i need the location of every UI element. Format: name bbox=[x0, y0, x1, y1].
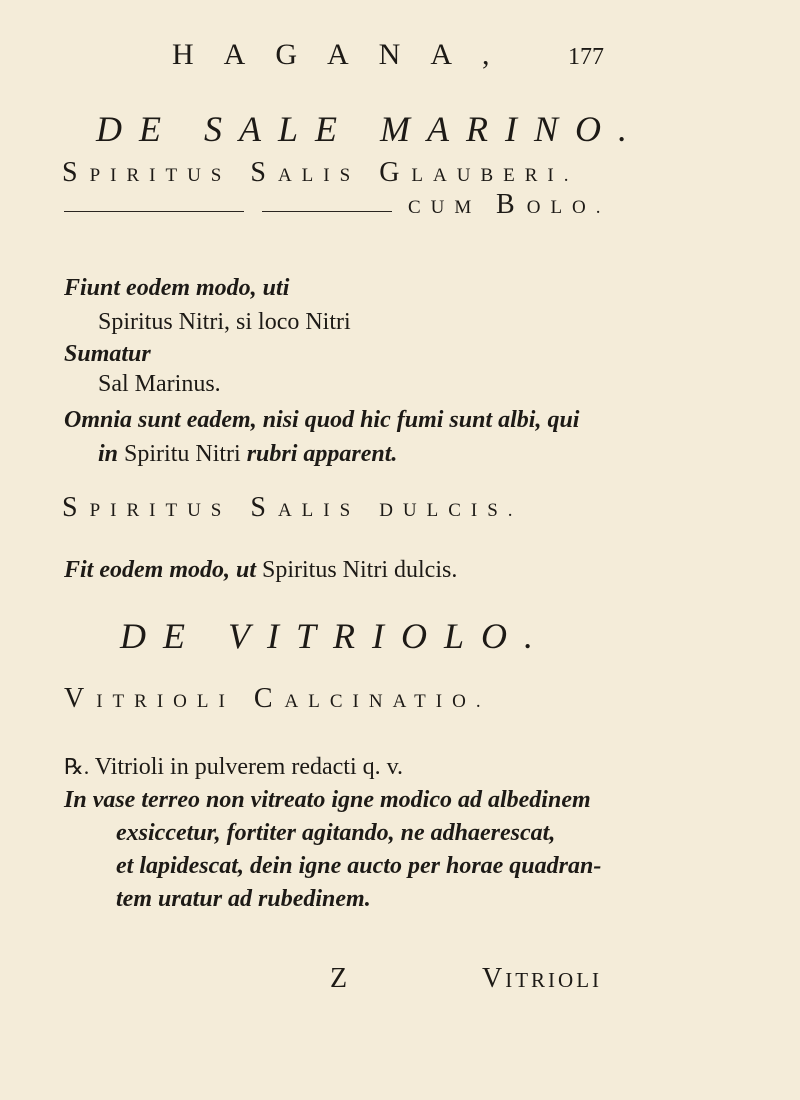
recipe-paragraph bbox=[64, 750, 744, 916]
heading-smallcaps: LAUBERI. bbox=[411, 165, 579, 186]
heading-spiritus-salis-glauberi bbox=[62, 157, 579, 189]
text-italic: in bbox=[98, 441, 119, 467]
text-line: Fiunt eodem modo, uti bbox=[64, 275, 290, 301]
heading-smallcaps: PIRITUS bbox=[89, 165, 232, 186]
text-line: Spiritus Nitri, si loco Nitri bbox=[98, 309, 351, 335]
text-roman: Spiritus Nitri dulcis. bbox=[256, 557, 458, 583]
text-italic: Fit eodem modo, ut bbox=[64, 557, 256, 583]
heading-spiritus-salis-dulcis bbox=[62, 492, 523, 524]
recipe-first-line bbox=[64, 750, 744, 784]
signature-mark: Z bbox=[330, 963, 348, 994]
subheading-word: CUM bbox=[408, 197, 482, 218]
running-head: HAGANA, bbox=[172, 38, 520, 71]
page-number: 177 bbox=[568, 44, 604, 70]
heading-smallcaps: PIRITUS bbox=[89, 500, 232, 521]
heading-cap: C bbox=[253, 683, 285, 714]
text-line: Omnia sunt eadem, nisi quod hic fumi sunt albi, qui bbox=[64, 407, 580, 433]
heading-cap: V bbox=[64, 683, 97, 714]
catchword bbox=[482, 963, 602, 995]
recipe-symbol: ℞. bbox=[64, 754, 90, 779]
section-title-vitriolo: DE VITRIOLO. bbox=[120, 616, 550, 656]
text-line: tem uratur ad rubedinem. bbox=[116, 886, 371, 912]
text-line bbox=[98, 441, 397, 468]
subheading-cap: B bbox=[496, 189, 527, 220]
text-line: exsiccetur, fortiter agitando, ne adhaerescat, bbox=[116, 820, 556, 846]
subheading-cum-bolo bbox=[408, 189, 611, 221]
heading-cap: S bbox=[250, 492, 278, 523]
heading-cap: S bbox=[250, 157, 278, 188]
heading-vitrioli-calcinatio bbox=[64, 683, 491, 715]
text-line: Sumatur bbox=[64, 341, 151, 367]
catchword-smallcaps: ITRIOLI bbox=[505, 968, 603, 992]
heading-smallcaps: ALIS bbox=[277, 500, 361, 521]
text-line: Sal Marinus. bbox=[98, 371, 221, 397]
text-line: et lapidescat, dein igne aucto per horae quadran- bbox=[116, 853, 602, 879]
rule-divider bbox=[64, 211, 244, 212]
text-roman: Vitrioli in pulverem redacti q. v. bbox=[89, 754, 404, 780]
subheading-smallcaps: OLO. bbox=[526, 197, 611, 218]
catchword-cap: V bbox=[482, 963, 506, 994]
heading-smallcaps: ALIS bbox=[277, 165, 361, 186]
section-title-sale-marino: DE SALE MARINO. bbox=[96, 109, 644, 149]
heading-cap: G bbox=[379, 157, 412, 188]
text-roman: Spiritu Nitri bbox=[118, 441, 247, 467]
rule-divider bbox=[262, 211, 392, 212]
text-line: In vase terreo non vitreato igne modico ad albedinem bbox=[64, 787, 591, 813]
heading-smallcaps: DULCIS. bbox=[379, 500, 523, 521]
text-line bbox=[64, 557, 457, 584]
heading-smallcaps: ALCINATIO. bbox=[284, 691, 491, 712]
text-italic: rubri apparent. bbox=[246, 441, 398, 467]
heading-cap: S bbox=[62, 157, 90, 188]
heading-smallcaps: ITRIOLI bbox=[96, 691, 235, 712]
heading-cap: S bbox=[62, 492, 90, 523]
